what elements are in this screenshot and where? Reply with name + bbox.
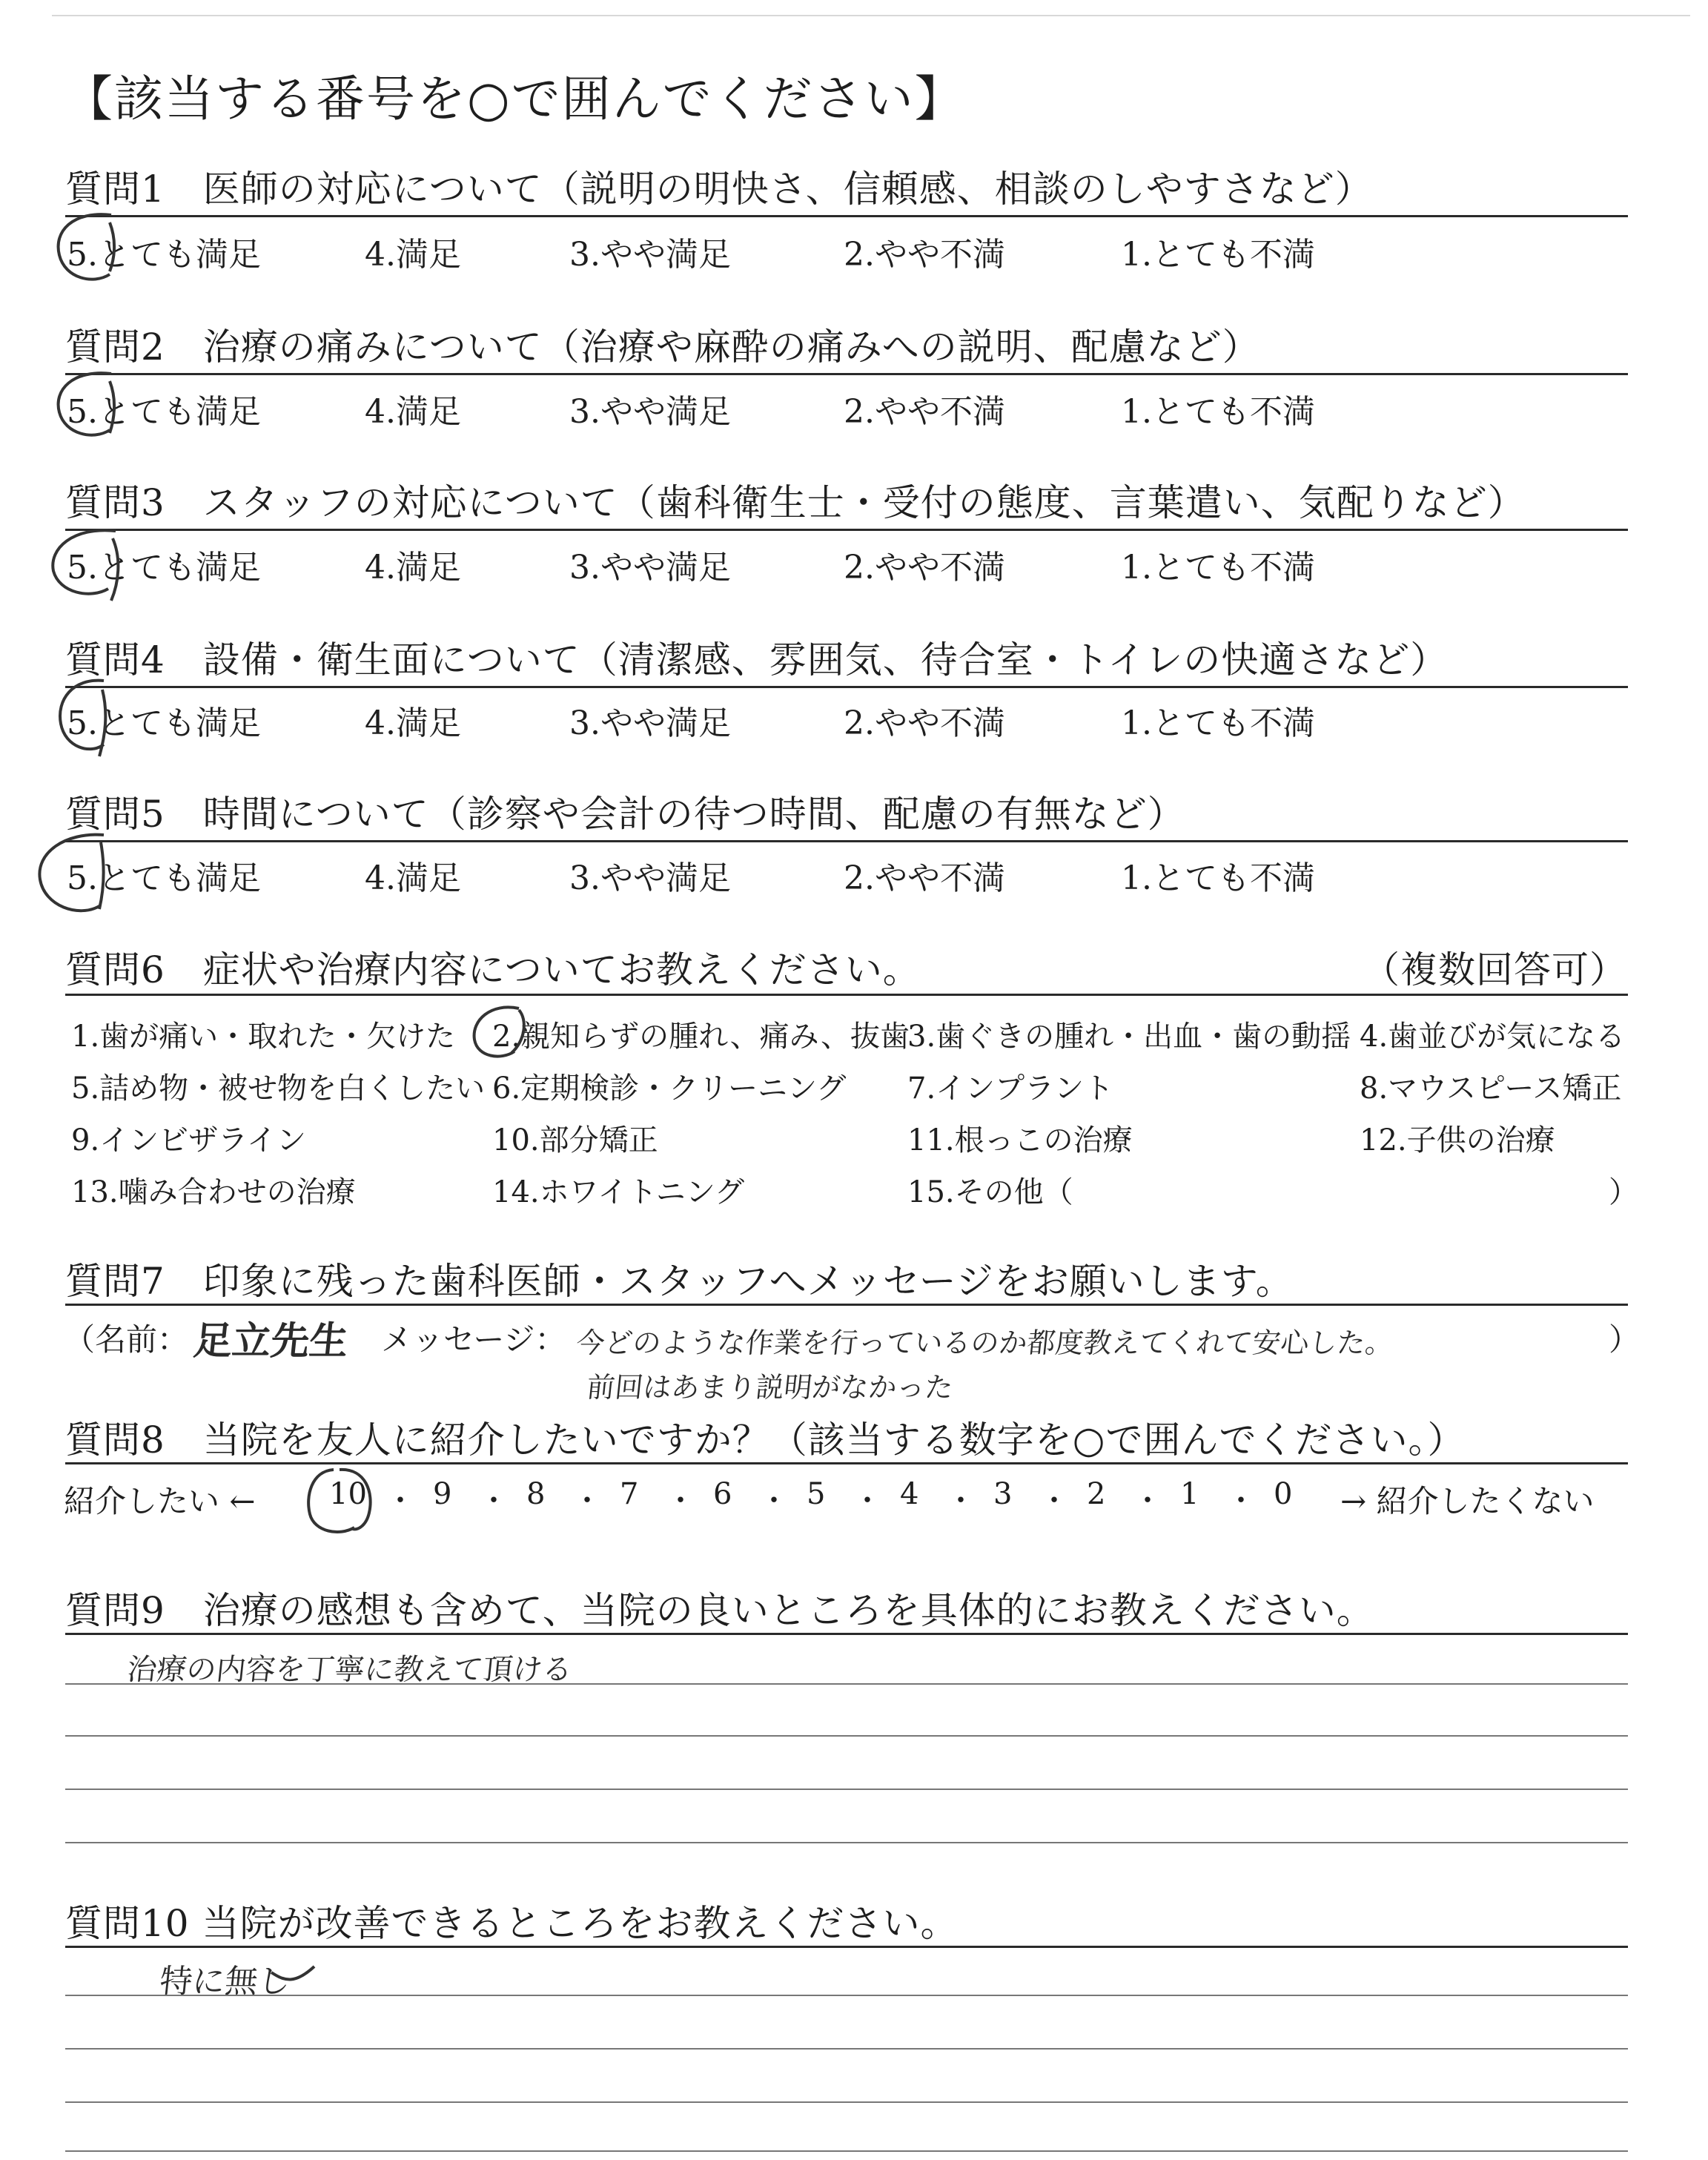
q8-scale-6[interactable]: 6 <box>713 1477 732 1511</box>
q1-option-1[interactable]: 1.とても不満 <box>1121 236 1315 274</box>
question-3-rule <box>65 529 1628 531</box>
q5-option-4[interactable]: 4.満足 <box>365 859 461 897</box>
question-9-title: 質問9 治療の感想も含めて、当院の良いところを具体的にお教えください。 <box>65 1589 1374 1632</box>
q6-item-8[interactable]: 8.マウスピース矯正 <box>1360 1071 1622 1106</box>
q3-option-1[interactable]: 1.とても不満 <box>1121 549 1315 587</box>
q2-option-2[interactable]: 2.やや不満 <box>844 393 1005 431</box>
q8-scale-separator: ・ <box>1226 1484 1256 1518</box>
q8-scale-separator: ・ <box>385 1484 415 1518</box>
question-4-rule <box>65 686 1628 688</box>
question-5-title: 質問5 時間について（診察や会計の待つ時間、配慮の有無など） <box>65 793 1185 836</box>
q6-item-6[interactable]: 6.定期検診・クリーニング <box>492 1071 847 1106</box>
question-2-rule <box>65 373 1628 375</box>
q6-item-4[interactable]: 4.歯並びが気になる <box>1360 1020 1626 1054</box>
q5-option-3[interactable]: 3.やや満足 <box>569 859 731 897</box>
form-heading: 【該当する番号を○で囲んでください】 <box>64 70 965 128</box>
q9-answer-line-4 <box>65 1842 1628 1843</box>
q1-option-4[interactable]: 4.満足 <box>365 236 461 274</box>
q8-scale-separator: ・ <box>946 1484 976 1518</box>
q9-answer-line-1 <box>65 1683 1628 1685</box>
q6-item-11[interactable]: 11.根っこの治療 <box>907 1123 1133 1157</box>
q8-scale-8[interactable]: 8 <box>526 1477 546 1511</box>
q8-scale-separator: ・ <box>1133 1484 1162 1518</box>
question-9-rule <box>65 1633 1628 1635</box>
q4-option-5[interactable]: 5.とても満足 <box>67 704 261 742</box>
question-6-rule <box>65 994 1628 996</box>
q3-option-4[interactable]: 4.満足 <box>365 549 461 587</box>
question-7-title: 質問7 印象に残った歯科医師・スタッフへメッセージをお願いします。 <box>65 1260 1294 1303</box>
q7-message-line-2[interactable]: 前回はあまり説明がなかった <box>585 1371 955 1404</box>
question-7-rule <box>65 1304 1628 1306</box>
q3-option-2[interactable]: 2.やや不満 <box>844 549 1005 587</box>
q7-name-value[interactable]: 足立先生 <box>191 1319 351 1364</box>
q1-option-3[interactable]: 3.やや満足 <box>569 236 731 274</box>
q5-option-5[interactable]: 5.とても満足 <box>67 859 261 897</box>
question-8-title: 質問8 当院を友人に紹介したいですか？（該当する数字を○で囲んでください。） <box>65 1418 1466 1462</box>
question-6-note: （複数回答可） <box>1363 948 1627 991</box>
q3-option-3[interactable]: 3.やや満足 <box>569 549 731 587</box>
q9-answer-line-2 <box>65 1735 1628 1737</box>
top-border <box>52 15 1690 16</box>
question-3-title: 質問3 スタッフの対応について（歯科衛生士・受付の態度、言葉遣い、気配りなど） <box>65 481 1526 524</box>
q6-item-15-close-paren: ） <box>1609 1175 1638 1209</box>
q10-answer-line-1 <box>65 1995 1628 1996</box>
q8-scale-2[interactable]: 2 <box>1087 1477 1106 1511</box>
q8-scale-10[interactable]: 10 <box>329 1477 367 1511</box>
q1-option-5[interactable]: 5.とても満足 <box>67 236 261 274</box>
q6-item-13[interactable]: 13.噛み合わせの治療 <box>71 1175 356 1209</box>
q4-option-2[interactable]: 2.やや不満 <box>844 704 1005 742</box>
question-5-rule <box>65 840 1628 842</box>
q8-left-label: 紹介したい ← <box>64 1483 256 1519</box>
q7-message-line-1[interactable]: 今どのような作業を行っているのか都度教えてくれて安心した。 <box>575 1327 1395 1359</box>
q8-scale-separator: ・ <box>666 1484 695 1518</box>
q8-right-label: → 紹介したくない <box>1340 1483 1595 1519</box>
q6-item-7[interactable]: 7.インプラント <box>907 1071 1114 1106</box>
q8-scale-4[interactable]: 4 <box>900 1477 919 1511</box>
q8-scale-0[interactable]: 0 <box>1274 1477 1293 1511</box>
q5-option-2[interactable]: 2.やや不満 <box>844 859 1005 897</box>
q8-scale-separator: ・ <box>853 1484 882 1518</box>
question-4-title: 質問4 設備・衛生面について（清潔感、雰囲気、待合室・トイレの快適さなど） <box>65 638 1449 681</box>
q8-scale-separator: ・ <box>1039 1484 1069 1518</box>
q2-option-4[interactable]: 4.満足 <box>365 393 461 431</box>
q8-scale-3[interactable]: 3 <box>993 1477 1013 1511</box>
question-10-title: 質問10 当院が改善できるところをお教えください。 <box>65 1902 959 1945</box>
question-1-rule <box>65 215 1628 217</box>
q6-item-9[interactable]: 9.インビザライン <box>71 1123 306 1157</box>
q8-scale-separator: ・ <box>759 1484 789 1518</box>
question-8-rule <box>65 1462 1628 1464</box>
q7-close-paren: ） <box>1609 1321 1641 1358</box>
q10-answer[interactable]: 特に無し <box>157 1963 293 2001</box>
q4-option-4[interactable]: 4.満足 <box>365 704 461 742</box>
q6-item-5[interactable]: 5.詰め物・被せ物を白くしたい <box>71 1071 486 1106</box>
q8-scale-9[interactable]: 9 <box>433 1477 452 1511</box>
q9-answer-line-3 <box>65 1789 1628 1790</box>
q6-item-3[interactable]: 3.歯ぐきの腫れ・出血・歯の動揺 <box>907 1020 1351 1054</box>
q10-answer-line-3 <box>65 2101 1628 2103</box>
q2-option-3[interactable]: 3.やや満足 <box>569 393 731 431</box>
q4-option-1[interactable]: 1.とても不満 <box>1121 704 1315 742</box>
q7-name-label: （名前： <box>64 1321 189 1358</box>
q3-option-5[interactable]: 5.とても満足 <box>67 549 261 587</box>
q2-option-1[interactable]: 1.とても不満 <box>1121 393 1315 431</box>
q6-item-10[interactable]: 10.部分矯正 <box>492 1123 658 1157</box>
question-10-rule <box>65 1946 1628 1948</box>
q6-item-12[interactable]: 12.子供の治療 <box>1360 1123 1555 1157</box>
q8-scale-separator: ・ <box>479 1484 509 1518</box>
q6-item-14[interactable]: 14.ホワイトニング <box>492 1175 745 1209</box>
q6-item-15[interactable]: 15.その他（ <box>907 1175 1073 1209</box>
q6-item-1[interactable]: 1.歯が痛い・取れた・欠けた <box>71 1020 456 1054</box>
question-6-title: 質問6 症状や治療内容についてお教えください。 <box>65 948 921 991</box>
q10-answer-line-2 <box>65 2048 1628 2050</box>
q10-answer-line-4 <box>65 2150 1628 2152</box>
q6-item-2[interactable]: 2.親知らずの腫れ、痛み、抜歯 <box>492 1020 910 1054</box>
q2-option-5[interactable]: 5.とても満足 <box>67 393 261 431</box>
question-1-title: 質問1 医師の対応について（説明の明快さ、信頼感、相談のしやすさなど） <box>65 168 1373 211</box>
q4-option-3[interactable]: 3.やや満足 <box>569 704 731 742</box>
q1-option-2[interactable]: 2.やや不満 <box>844 236 1005 274</box>
q8-scale-5[interactable]: 5 <box>807 1477 826 1511</box>
q8-scale-separator: ・ <box>572 1484 602 1518</box>
q8-scale-7[interactable]: 7 <box>620 1477 639 1511</box>
q7-message-label: メッセージ： <box>381 1321 566 1358</box>
q9-answer[interactable]: 治療の内容を丁寧に教えて頂ける <box>125 1653 575 1687</box>
question-2-title: 質問2 治療の痛みについて（治療や麻酔の痛みへの説明、配慮など） <box>65 326 1260 369</box>
q5-option-1[interactable]: 1.とても不満 <box>1121 859 1315 897</box>
q8-scale-1[interactable]: 1 <box>1180 1477 1199 1511</box>
